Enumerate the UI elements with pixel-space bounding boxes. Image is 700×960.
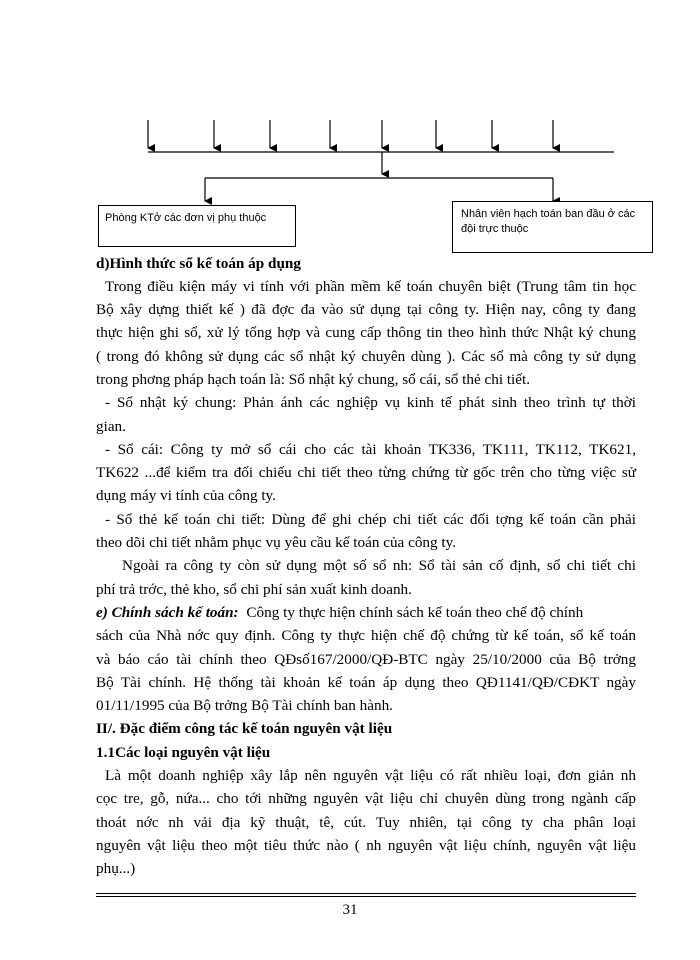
- paragraph-line: - Sổ thẻ kế toán chi tiết: Dùng để ghi chép chi tiết các đối tợng kế toán cần phải: [105, 511, 636, 528]
- paragraph-text: Công ty thực hiện chính sách kế toán theo chế độ chính: [246, 604, 584, 621]
- paragraph-line: và báo cáo tài chính theo QĐsố167/2000/QĐ-BTC ngày 25/10/2000 của Bộ trởng: [96, 651, 636, 668]
- paragraph-line: dụng máy vi tính của công ty.: [96, 487, 276, 504]
- subsection-heading: 1.1Các loại nguyên vật liệu: [96, 744, 271, 761]
- paragraph-line: trong phơng pháp hạch toán là: Sổ nhật ký chung, sổ cái, sổ thẻ chi tiết.: [96, 371, 531, 388]
- box-accounting-units-label: Phòng KTở các đơn vị phụ thuộc: [105, 212, 267, 224]
- box-initial-accounting-staff: [452, 201, 653, 253]
- footer-rule: [96, 896, 636, 897]
- paragraph-line: Bộ xây dựng thiết kế ) đã đợc đa vào sử dụng tại công ty. Hiện nay, công ty đang: [96, 301, 636, 318]
- paragraph-line: TK622 ...để kiểm tra đối chiếu chi tiết theo từng chứng từ gốc trên cho từng việc sử: [96, 464, 636, 481]
- footer-rule: [96, 893, 636, 894]
- paragraph-line: Trong điều kiện máy vi tính với phần mềm kế toán chuyên biệt (Trung tâm tin học: [105, 278, 636, 295]
- paragraph-line: phí trả trớc, thẻ kho, sổ chi phí sản xuất kinh doanh.: [96, 581, 412, 598]
- box-initial-accounting-staff-label: Nhân viên hạch toán ban đầu ở các đội trực thuộc: [461, 208, 636, 235]
- paragraph-line: ( trong đó không sử dụng các sổ nhật ký chuyên dùng ). Các sổ mà công ty sử dụng: [96, 348, 636, 365]
- paragraph-line: phụ...): [96, 860, 136, 877]
- paragraph-line: thực hiện ghi sổ, xử lý tổng hợp và cung cấp thông tin theo hình thức Nhật ký chung: [96, 324, 636, 341]
- paragraph-line: 01/11/1995 của Bộ trởng Bộ Tài chính ban hành.: [96, 697, 393, 714]
- paragraph-line: theo dõi chi tiết nhằm phục vụ yêu cầu kế toán của công ty.: [96, 534, 457, 551]
- paragraph-line: gian.: [96, 418, 126, 435]
- paragraph-line: - Sổ cái: Công ty mở sổ cái cho các tài khoản TK336, TK111, TK112, TK621,: [105, 441, 636, 458]
- paragraph-line: cọc tre, gỗ, nứa... cho tới những nguyên vật liệu chỉ chuyên dùng trong ngành cấp: [96, 790, 636, 807]
- paragraph-line: Bộ Tài chính. Hệ thống tài khoản kế toán áp dụng theo QĐ1141/QĐ/CĐKT ngày: [96, 674, 636, 691]
- box-accounting-units: [98, 205, 296, 247]
- paragraph-line: Là một doanh nghiệp xây lắp nên nguyên vật liệu có rất nhiều loại, đơn giản nh: [105, 767, 636, 784]
- paragraph-line: nguyên vật liệu theo một tiêu thức nào ( nh nguyên vật liệu chính, nguyên vật liệu: [96, 837, 636, 854]
- section-heading-ii: II/. Đặc điểm công tác kế toán nguyên vật liệu: [96, 720, 393, 737]
- paragraph-line: Ngoài ra công ty còn sử dụng một số sổ nh: Sổ tài sản cố định, sổ chi tiết chi: [122, 557, 636, 574]
- paragraph-line: - Sổ nhật ký chung: Phản ánh các nghiệp vụ kinh tế phát sinh theo trình tự thời: [105, 394, 636, 411]
- paragraph-line: sách của Nhà nớc quy định. Công ty thực hiện chế độ chứng từ kế toán, sổ kế toán: [96, 627, 636, 644]
- paragraph-line-e: [96, 603, 636, 623]
- paragraph-line: thoát nớc nh vải địa kỹ thuật, tê, cút. Tuy nhiên, tại công ty cha phân loại: [96, 814, 636, 831]
- section-heading-e: e) Chính sách kế toán:: [96, 604, 239, 621]
- page-number: 31: [342, 902, 358, 918]
- section-heading-d: d)Hình thức sổ kế toán áp dụng: [96, 255, 301, 272]
